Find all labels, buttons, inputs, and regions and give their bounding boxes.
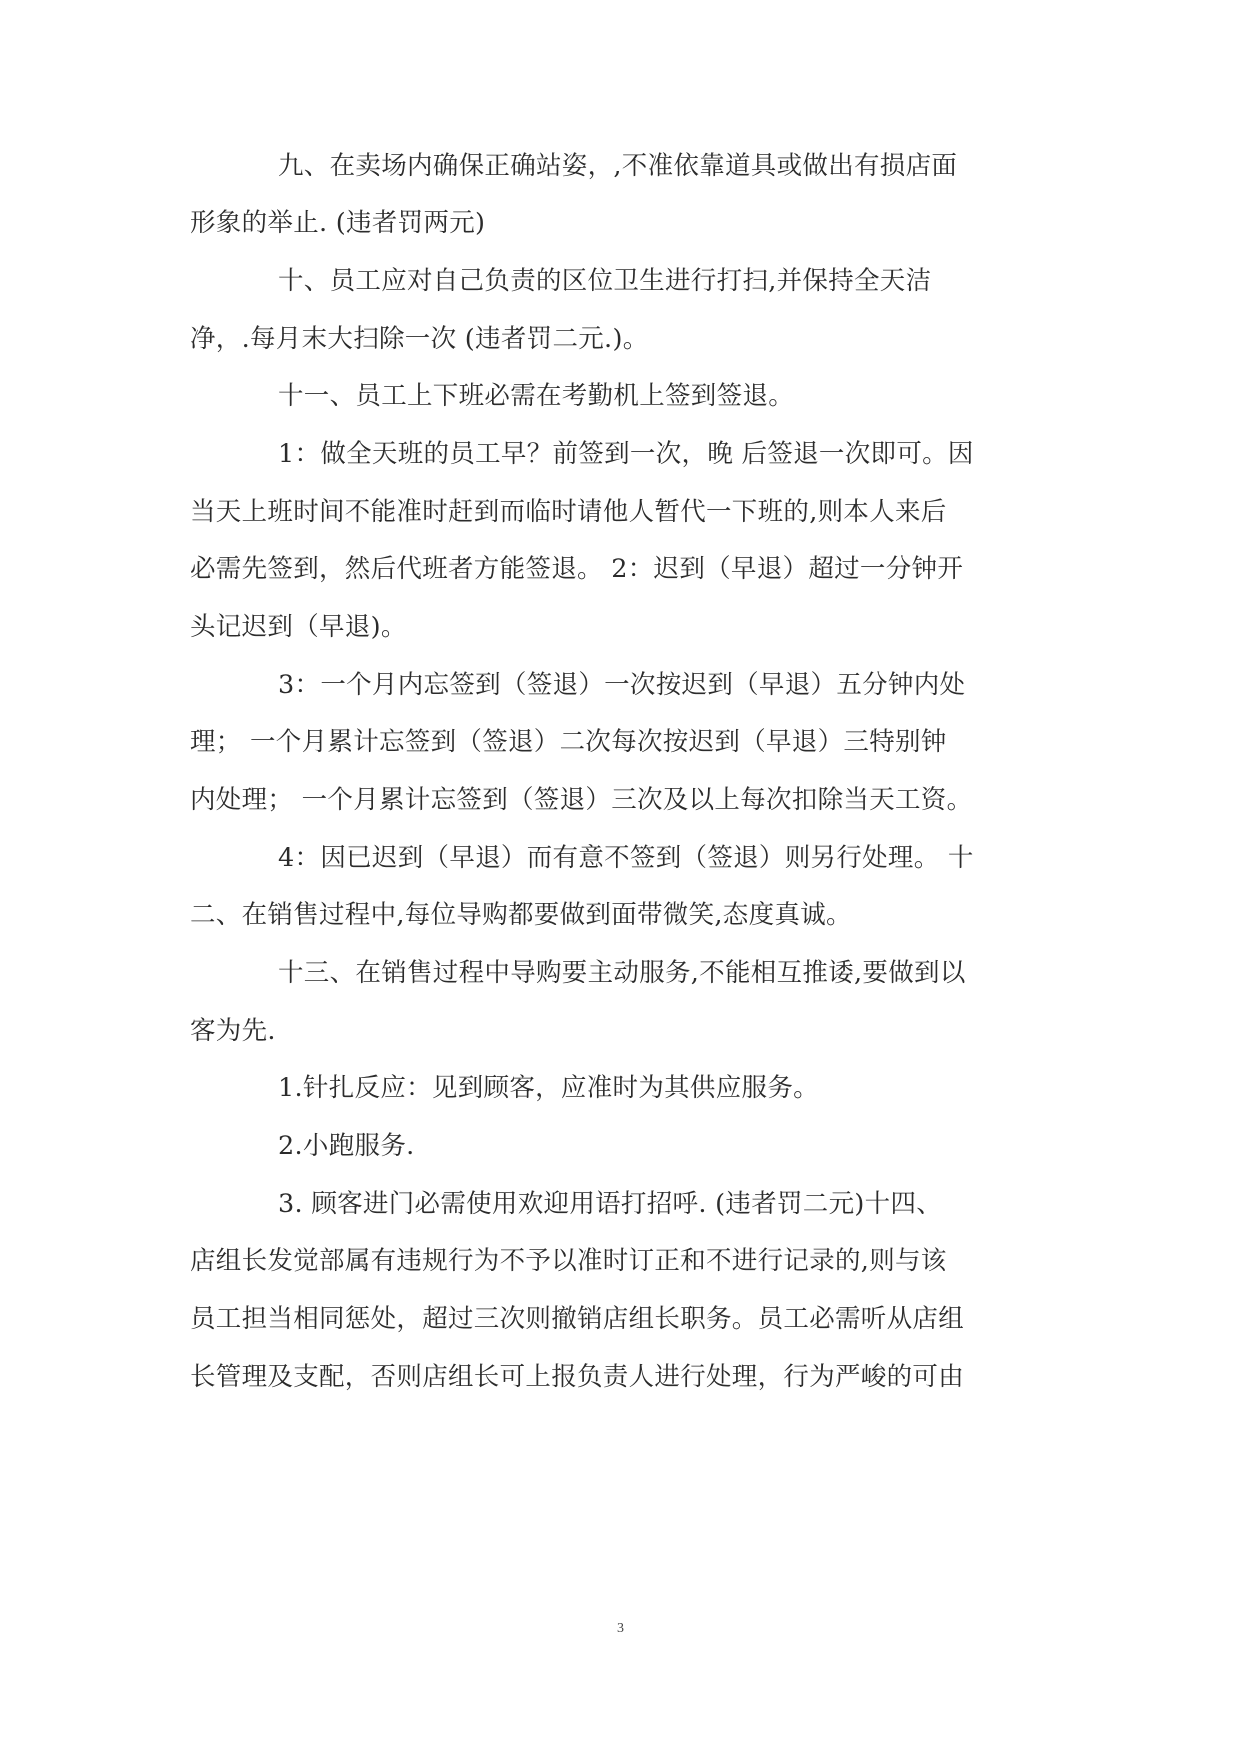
paragraph-line: 形象的举止. (违者罚两元) (190, 208, 486, 238)
paragraph-line: 十三、在销售过程中导购要主动服务,不能相互推诿,要做到以 (278, 958, 966, 988)
page-number: 3 (617, 1621, 624, 1636)
paragraph-line: 理； 一个月累计忘签到（签退）二次每次按迟到（早退）三特别钟 (190, 727, 947, 757)
paragraph-line: 员工担当相同惩处，超过三次则撤销店组长职务。员工必需听从店组 (190, 1304, 965, 1334)
paragraph-line: 内处理； 一个月累计忘签到（签退）三次及以上每次扣除当天工资。 (190, 785, 973, 815)
paragraph-line: 4：因已迟到（早退）而有意不签到（签退）则另行处理。 十 (278, 843, 974, 873)
paragraph-line: 3：一个月内忘签到（签退）一次按迟到（早退）五分钟内处 (278, 670, 966, 700)
paragraph-line: 店组长发觉部属有违规行为不予以准时订正和不进行记录的,则与该 (190, 1246, 947, 1276)
paragraph-line: 净，.每月末大扫除一次 (违者罚二元.)。 (190, 324, 649, 354)
paragraph-line: 必需先签到，然后代班者方能签退。 2：迟到（早退）超过一分钟开 (190, 554, 964, 584)
paragraph-line: 十、员工应对自己负责的区位卫生进行打扫,并保持全天洁 (278, 266, 932, 296)
paragraph-line: 客为先. (190, 1016, 276, 1046)
paragraph-line: 1：做全天班的员工早？前签到一次，晚 后签退一次即可。因 (278, 439, 974, 469)
paragraph-line: 1.针扎反应：见到顾客，应准时为其供应服务。 (278, 1073, 819, 1103)
paragraph-line: 头记迟到（早退)。 (190, 612, 407, 642)
paragraph-line: 九、在卖场内确保正确站姿，,不准依靠道具或做出有损店面 (278, 151, 958, 181)
paragraph-line: 长管理及支配，否则店组长可上报负责人进行处理，行为严峻的可由 (190, 1362, 965, 1392)
paragraph-line: 3. 顾客进门必需使用欢迎用语打招呼. (违者罚二元)十四、 (278, 1189, 943, 1219)
paragraph-line: 当天上班时间不能准时赶到而临时请他人暂代一下班的,则本人来后 (190, 497, 947, 527)
paragraph-line: 十一、员工上下班必需在考勤机上签到签退。 (278, 381, 795, 411)
paragraph-line: 2.小跑服务. (278, 1131, 415, 1161)
paragraph-line: 二、在销售过程中,每位导购都要做到面带微笑,态度真诚。 (190, 900, 852, 930)
